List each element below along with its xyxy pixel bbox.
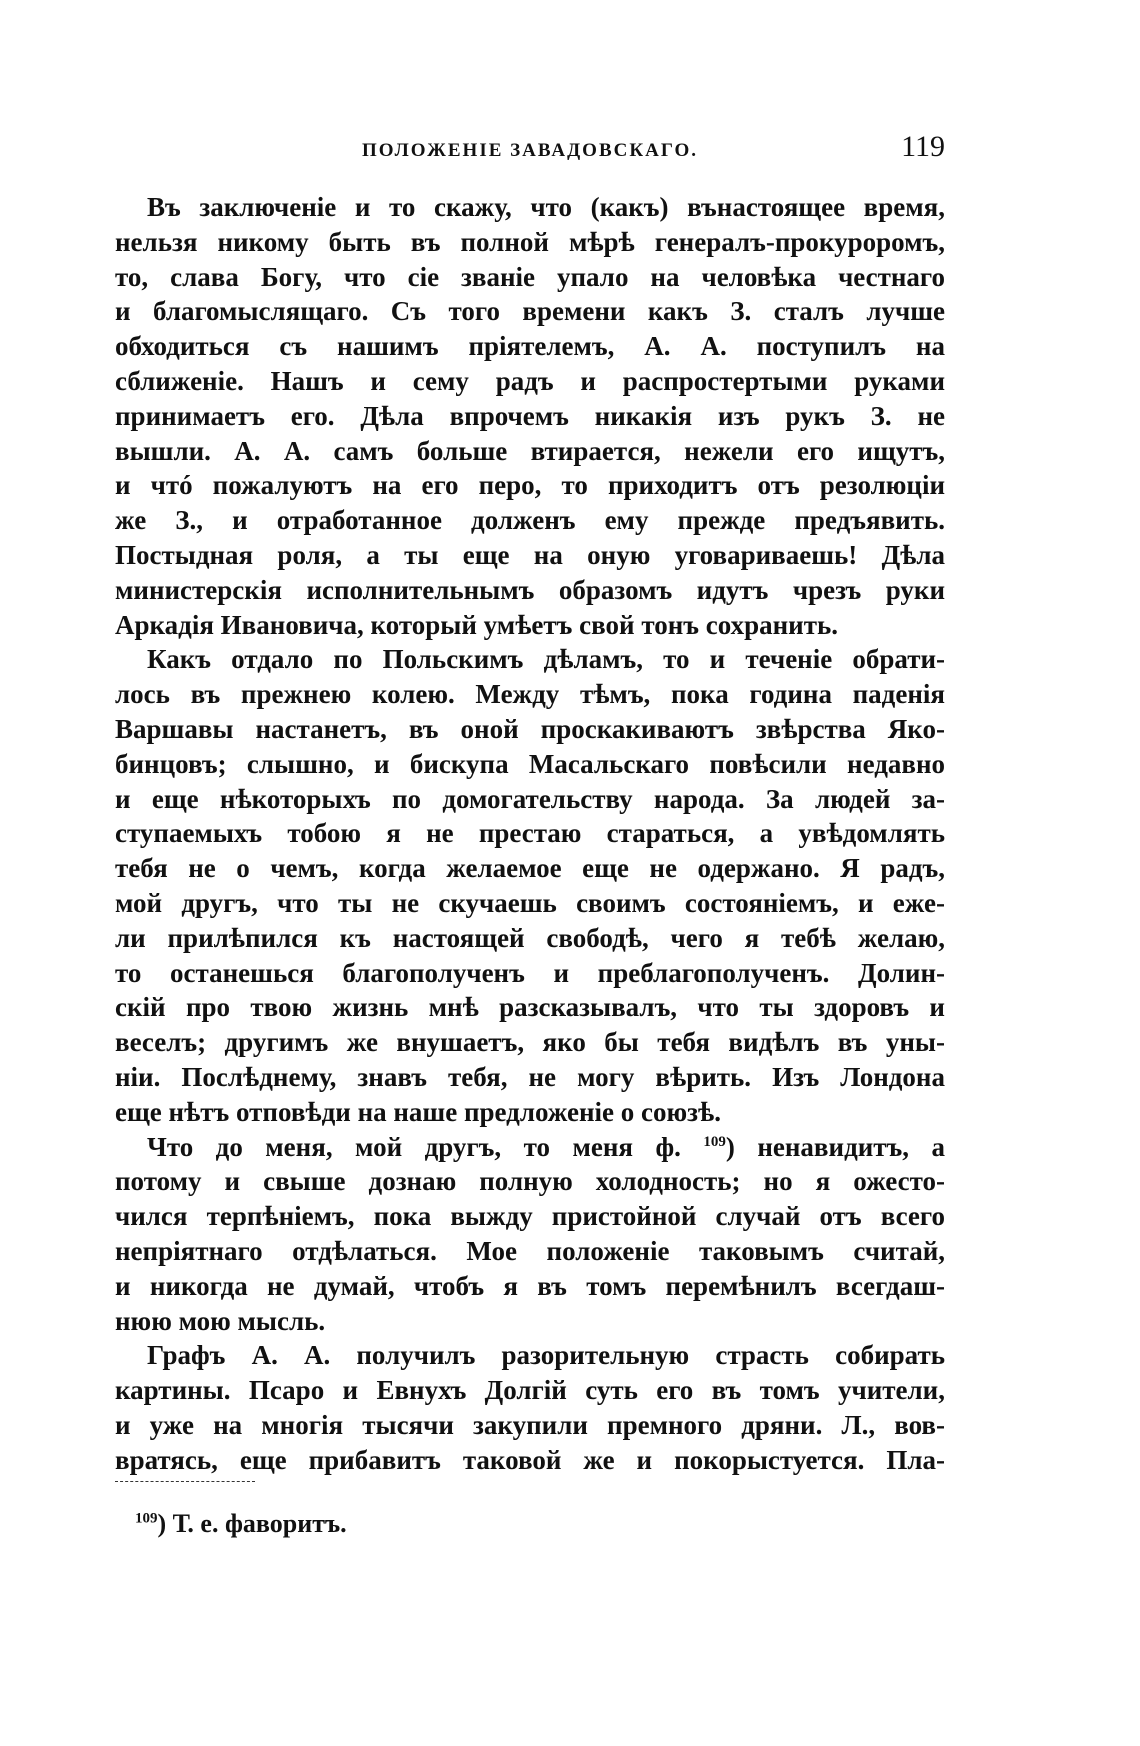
text-line: чился терпѣніемъ, пока выжду пристойной случай отъ всего <box>115 1201 945 1232</box>
running-head <box>115 130 945 170</box>
footnote-rule <box>115 1481 255 1482</box>
text-line: министерскія исполнительнымъ образомъ идутъ чрезъ руки <box>115 574 945 605</box>
text-line: картины. Псаро и Евнухъ Долгій суть его въ томъ учители, <box>115 1375 945 1406</box>
paragraph-3 <box>115 1130 945 1339</box>
text-line: ли прилѣпился къ настоящей свободѣ, чего я тебѣ желаю, <box>115 922 945 953</box>
text-line: веселъ; другимъ же внушаетъ, яко бы тебя видѣлъ въ уны- <box>115 1027 945 1058</box>
text-fragment: Что до меня, мой другъ, то меня ф. <box>147 1131 681 1162</box>
text-line: вратясь, еще прибавитъ таковой же и покорыстуется. Пла- <box>115 1444 945 1475</box>
text-line: ніи. Послѣднему, знавъ тебя, не могу вѣрить. Изъ Лондона <box>115 1061 945 1092</box>
text-line: потому и свыше дознаю полную холодность; но я ожесто- <box>115 1166 945 1197</box>
footnote-text: ) Т. е. фаворитъ. <box>157 1509 347 1538</box>
paragraph-4 <box>115 1338 945 1477</box>
text-line: то останешься благополученъ и преблагополученъ. Долин- <box>115 957 945 988</box>
text-line-with-note-ref <box>115 1130 945 1165</box>
text-line: то, слава Богу, что сіе званіе упало на человѣка честнаго <box>115 261 945 292</box>
text-fragment: ) ненавидитъ, а <box>725 1131 945 1162</box>
footnote-mark: 109 <box>135 1510 158 1527</box>
text-line: принимаетъ его. Дѣла впрочемъ никакія изъ рукъ З. не <box>115 400 945 431</box>
text-line: мой другъ, что ты не скучаешь своимъ состояніемъ, и еже- <box>115 887 945 918</box>
paragraph-1 <box>115 190 945 642</box>
text-line: скій про твою жизнь мнѣ разсказывалъ, что ты здоровъ и <box>115 992 945 1023</box>
text-line: и уже на многія тысячи закупили премного дряни. Л., вов- <box>115 1409 945 1440</box>
text-line: нельзя никому быть въ полной мѣрѣ генералъ-прокуроромъ, <box>115 226 945 257</box>
text-line: обходиться съ нашимъ пріятелемъ, А. А. поступилъ на <box>115 331 945 362</box>
text-line: вышли. А. А. самъ больше втирается, нежели его ищутъ, <box>115 435 945 466</box>
body-text <box>115 190 945 1477</box>
text-line: тебя не о чемъ, когда желаемое еще не одержано. Я радъ, <box>115 853 945 884</box>
text-line: и чтó пожалуютъ на его перо, то приходитъ отъ резолюціи <box>115 470 945 501</box>
text-line: Какъ отдало по Польскимъ дѣламъ, то и теченіе обрати- <box>147 644 945 675</box>
text-line: же З., и отработанное долженъ ему прежде предъявить. <box>115 505 945 536</box>
footnote <box>135 1509 347 1539</box>
text-line: сближеніе. Нашъ и сему радъ и распростертыми руками <box>115 365 945 396</box>
text-line: ступаемыхъ тобою я не престаю стараться, а увѣдомлять <box>115 818 945 849</box>
text-line: Графъ А. А. получилъ разорительную страсть собирать <box>147 1340 945 1371</box>
text-line: еще нѣтъ отповѣди на наше предложеніе о союзѣ. <box>115 1096 721 1127</box>
text-line: и еще нѣкоторыхъ по домогательству народа. За людей за- <box>115 783 945 814</box>
text-line: и благомыслящаго. Съ того времени какъ З. сталъ лучше <box>115 296 945 327</box>
text-line: бинцовъ; слышно, и бискупа Масальскаго повѣсили недавно <box>115 748 945 779</box>
text-line: нюю мою мысль. <box>115 1305 326 1336</box>
text-line: лось въ прежнею колею. Между тѣмъ, пока година паденія <box>115 679 945 710</box>
text-line: и никогда не думай, чтобъ я въ томъ перемѣнилъ всегдаш- <box>115 1270 945 1301</box>
footnote-reference[interactable]: 109 <box>703 1133 726 1150</box>
text-line: Постыдная роля, а ты еще на оную уговариваешь! Дѣла <box>115 539 945 570</box>
paragraph-2 <box>115 642 945 1129</box>
text-line: Аркадія Ивановича, который умѣетъ свой тонъ сохранить. <box>115 609 839 640</box>
running-title: ПОЛОЖЕНІЕ ЗАВАДОВСКАГО. <box>362 140 698 161</box>
text-line: непріятнаго отдѣлаться. Мое положеніе таковымъ считай, <box>115 1235 945 1266</box>
text-line: Въ заключеніе и то скажу, что (какъ) вънастоящее время, <box>147 192 945 222</box>
page-number: 119 <box>901 130 945 163</box>
text-line: Варшавы настанетъ, въ оной проскакиваютъ звѣрства Яко- <box>115 713 945 744</box>
